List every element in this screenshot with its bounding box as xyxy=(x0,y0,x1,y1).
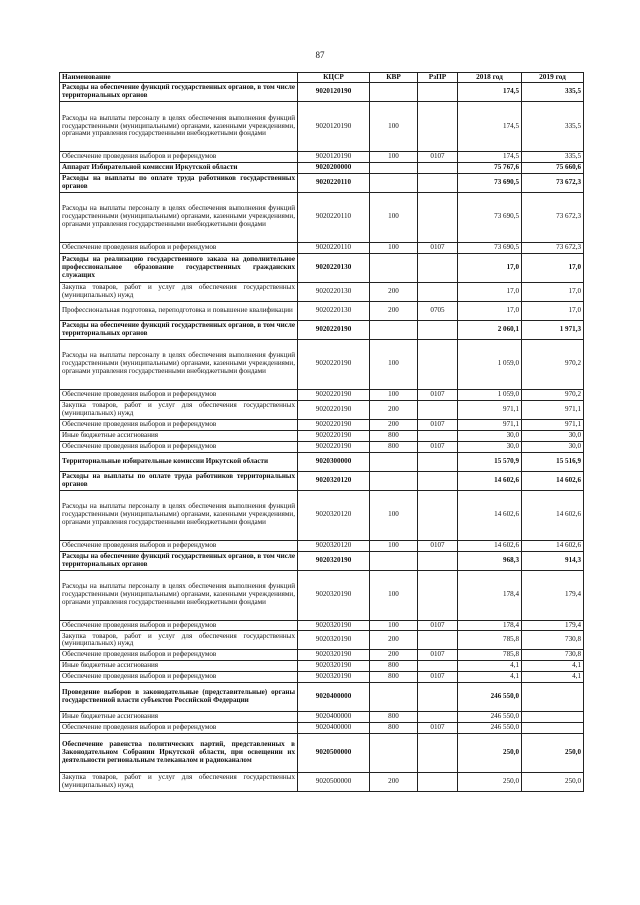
table-header-row xyxy=(60,73,584,83)
table-row xyxy=(60,419,584,430)
cell-kcsr: 9020400000 xyxy=(298,712,370,723)
cell-name: Обеспечение проведения выборов и референдумов xyxy=(60,620,298,631)
table-row xyxy=(60,320,584,339)
cell-kvr: 100 xyxy=(370,242,418,253)
cell-rzpr xyxy=(418,773,458,792)
cell-name: Профессиональная подготовка, переподготовка и повышение квалификации xyxy=(60,301,298,320)
cell-kcsr: 9020120190 xyxy=(298,152,370,163)
cell-rzpr: 0107 xyxy=(418,389,458,400)
cell-kcsr: 9020300000 xyxy=(298,452,370,471)
table-row xyxy=(60,683,584,712)
cell-kvr: 200 xyxy=(370,400,418,419)
cell-rzpr xyxy=(418,192,458,242)
cell-kvr: 100 xyxy=(370,152,418,163)
table-row xyxy=(60,282,584,301)
cell-2018: 30,0 xyxy=(458,430,522,441)
cell-rzpr xyxy=(418,102,458,152)
cell-2019: 17,0 xyxy=(522,253,584,282)
table-row xyxy=(60,400,584,419)
cell-2019: 335,5 xyxy=(522,83,584,102)
table-row xyxy=(60,253,584,282)
cell-2018: 250,0 xyxy=(458,734,522,773)
cell-kcsr: 9020320120 xyxy=(298,540,370,551)
column-header-2018: 2018 год xyxy=(458,73,522,83)
cell-kvr: 800 xyxy=(370,661,418,672)
cell-name: Закупка товаров, работ и услуг для обеспечения государственных (муниципальных) нужд xyxy=(60,631,298,650)
cell-rzpr xyxy=(418,683,458,712)
cell-2019: 914,3 xyxy=(522,551,584,570)
table-row xyxy=(60,650,584,661)
cell-kcsr: 9020220130 xyxy=(298,301,370,320)
cell-kvr: 800 xyxy=(370,723,418,734)
cell-rzpr xyxy=(418,712,458,723)
cell-2019: 335,5 xyxy=(522,102,584,152)
cell-kvr: 200 xyxy=(370,631,418,650)
cell-kcsr: 9020220130 xyxy=(298,253,370,282)
cell-kvr: 100 xyxy=(370,192,418,242)
page-number: 87 xyxy=(315,50,325,60)
cell-name: Закупка товаров, работ и услуг для обеспечения государственных (муниципальных) нужд xyxy=(60,282,298,301)
cell-name: Обеспечение проведения выборов и референдумов xyxy=(60,441,298,452)
cell-rzpr: 0107 xyxy=(418,650,458,661)
cell-name: Расходы на обеспечение функций государственных органов, в том числе территориальных органов xyxy=(60,551,298,570)
cell-kvr: 100 xyxy=(370,540,418,551)
cell-2019: 4,1 xyxy=(522,661,584,672)
cell-name: Расходы на выплаты по оплате труда работников территориальных органов xyxy=(60,471,298,490)
budget-table xyxy=(59,72,584,792)
cell-2018: 1 059,0 xyxy=(458,389,522,400)
cell-2019 xyxy=(522,712,584,723)
cell-kvr: 800 xyxy=(370,672,418,683)
cell-kcsr: 9020120190 xyxy=(298,102,370,152)
cell-kvr: 800 xyxy=(370,441,418,452)
cell-2018: 73 690,5 xyxy=(458,242,522,253)
cell-2019: 30,0 xyxy=(522,430,584,441)
cell-kvr xyxy=(370,683,418,712)
cell-kvr xyxy=(370,734,418,773)
cell-kcsr: 9020120190 xyxy=(298,83,370,102)
cell-kcsr: 9020320190 xyxy=(298,672,370,683)
cell-kcsr: 9020200000 xyxy=(298,162,370,173)
cell-rzpr: 0107 xyxy=(418,242,458,253)
cell-kvr: 200 xyxy=(370,419,418,430)
cell-name: Расходы на выплаты по оплате труда работников государственных органов xyxy=(60,173,298,192)
cell-2019: 30,0 xyxy=(522,441,584,452)
cell-name: Расходы на выплаты персоналу в целях обеспечения выполнения функций государственными (муниципальными) органами, казенными учреждениями, органами управления государственными внебюджетными фондами xyxy=(60,570,298,620)
cell-name: Обеспечение проведения выборов и референдумов xyxy=(60,540,298,551)
cell-name: Расходы на выплаты персоналу в целях обеспечения выполнения функций государственными (муниципальными) органами, казенными учреждениями, органами управления государственными внебюджетными фондами xyxy=(60,490,298,540)
cell-rzpr: 0107 xyxy=(418,152,458,163)
cell-2019: 250,0 xyxy=(522,734,584,773)
cell-kvr: 100 xyxy=(370,490,418,540)
cell-kcsr: 9020220130 xyxy=(298,282,370,301)
table-row xyxy=(60,551,584,570)
cell-kvr xyxy=(370,551,418,570)
cell-kvr: 200 xyxy=(370,301,418,320)
cell-kcsr: 9020320120 xyxy=(298,490,370,540)
cell-kcsr: 9020320190 xyxy=(298,620,370,631)
cell-kvr: 200 xyxy=(370,773,418,792)
cell-kvr: 200 xyxy=(370,650,418,661)
cell-name: Расходы на обеспечение функций государственных органов, в том числе территориальных органов xyxy=(60,320,298,339)
cell-kcsr: 9020220110 xyxy=(298,173,370,192)
cell-name: Иные бюджетные ассигнования xyxy=(60,661,298,672)
cell-rzpr xyxy=(418,282,458,301)
cell-2018: 178,4 xyxy=(458,620,522,631)
cell-2018: 174,5 xyxy=(458,152,522,163)
cell-2019: 73 672,3 xyxy=(522,192,584,242)
cell-2018: 968,3 xyxy=(458,551,522,570)
cell-rzpr xyxy=(418,320,458,339)
cell-2019: 730,8 xyxy=(522,650,584,661)
cell-kvr xyxy=(370,83,418,102)
table-row xyxy=(60,152,584,163)
cell-name: Расходы на выплаты персоналу в целях обеспечения выполнения функций государственными (муниципальными) органами, казенными учреждениями, органами управления государственными внебюджетными фондами xyxy=(60,192,298,242)
cell-name: Обеспечение проведения выборов и референдумов xyxy=(60,672,298,683)
column-header-name: Наименование xyxy=(60,73,298,83)
table-row xyxy=(60,734,584,773)
cell-kcsr: 9020400000 xyxy=(298,723,370,734)
cell-kcsr: 9020220190 xyxy=(298,419,370,430)
column-header-kcsr: КЦСР xyxy=(298,73,370,83)
cell-2019: 4,1 xyxy=(522,672,584,683)
cell-kvr: 100 xyxy=(370,570,418,620)
cell-kcsr: 9020320190 xyxy=(298,631,370,650)
cell-kcsr: 9020400000 xyxy=(298,683,370,712)
cell-kvr xyxy=(370,320,418,339)
cell-name: Проведение выборов в законодательные (представительные) органы государственной власти субъектов Российской Федерации xyxy=(60,683,298,712)
cell-2019: 970,2 xyxy=(522,389,584,400)
cell-name: Территориальные избирательные комиссии Иркутской области xyxy=(60,452,298,471)
cell-name: Обеспечение проведения выборов и референдумов xyxy=(60,650,298,661)
table-row xyxy=(60,301,584,320)
table-row xyxy=(60,471,584,490)
cell-2018: 971,1 xyxy=(458,419,522,430)
table-row xyxy=(60,192,584,242)
table-row xyxy=(60,339,584,389)
cell-2018: 30,0 xyxy=(458,441,522,452)
cell-rzpr xyxy=(418,661,458,672)
cell-2018: 785,8 xyxy=(458,650,522,661)
table-row xyxy=(60,173,584,192)
cell-2019: 970,2 xyxy=(522,339,584,389)
cell-kcsr: 9020500000 xyxy=(298,773,370,792)
cell-kcsr: 9020220190 xyxy=(298,441,370,452)
table-row xyxy=(60,389,584,400)
table-row xyxy=(60,672,584,683)
cell-rzpr xyxy=(418,490,458,540)
cell-rzpr: 0705 xyxy=(418,301,458,320)
cell-kcsr: 9020320190 xyxy=(298,661,370,672)
cell-2018: 14 602,6 xyxy=(458,490,522,540)
cell-2019: 14 602,6 xyxy=(522,540,584,551)
column-header-2019: 2019 год xyxy=(522,73,584,83)
cell-2018: 17,0 xyxy=(458,301,522,320)
cell-kvr: 100 xyxy=(370,620,418,631)
cell-name: Расходы на обеспечение функций государственных органов, в том числе территориальных органов xyxy=(60,83,298,102)
cell-2018: 4,1 xyxy=(458,661,522,672)
cell-rzpr xyxy=(418,471,458,490)
cell-2019: 179,4 xyxy=(522,570,584,620)
cell-2018: 2 060,1 xyxy=(458,320,522,339)
cell-2018: 174,5 xyxy=(458,83,522,102)
cell-name: Расходы на выплаты персоналу в целях обеспечения выполнения функций государственными (муниципальными) органами, казенными учреждениями, органами управления государственными внебюджетными фондами xyxy=(60,102,298,152)
table-row xyxy=(60,490,584,540)
table-row xyxy=(60,441,584,452)
cell-rzpr: 0107 xyxy=(418,723,458,734)
cell-rzpr xyxy=(418,253,458,282)
table-row xyxy=(60,712,584,723)
cell-2019: 17,0 xyxy=(522,282,584,301)
cell-name: Обеспечение проведения выборов и референдумов xyxy=(60,242,298,253)
cell-name: Обеспечение проведения выборов и референдумов xyxy=(60,723,298,734)
cell-kcsr: 9020320120 xyxy=(298,471,370,490)
cell-2019: 73 672,3 xyxy=(522,173,584,192)
cell-rzpr: 0107 xyxy=(418,540,458,551)
cell-name: Расходы на реализацию государственного заказа на дополнительное профессиональное образование государственных гражданских служащих xyxy=(60,253,298,282)
cell-2019: 335,5 xyxy=(522,152,584,163)
cell-kcsr: 9020320190 xyxy=(298,551,370,570)
cell-rzpr xyxy=(418,734,458,773)
cell-kvr xyxy=(370,452,418,471)
cell-name: Обеспечение проведения выборов и референдумов xyxy=(60,152,298,163)
table-row xyxy=(60,162,584,173)
cell-2018: 17,0 xyxy=(458,282,522,301)
cell-2019: 15 516,9 xyxy=(522,452,584,471)
cell-2018: 174,5 xyxy=(458,102,522,152)
cell-kcsr: 9020220190 xyxy=(298,400,370,419)
table-body xyxy=(60,83,584,792)
cell-2018: 785,8 xyxy=(458,631,522,650)
cell-kcsr: 9020320190 xyxy=(298,570,370,620)
cell-rzpr xyxy=(418,551,458,570)
cell-2018: 73 690,5 xyxy=(458,192,522,242)
cell-rzpr xyxy=(418,430,458,441)
cell-2019: 73 672,3 xyxy=(522,242,584,253)
cell-2019: 17,0 xyxy=(522,301,584,320)
column-header-kvr: КВР xyxy=(370,73,418,83)
column-header-rzpr: РзПР xyxy=(418,73,458,83)
table-row xyxy=(60,540,584,551)
cell-kcsr: 9020320190 xyxy=(298,650,370,661)
cell-kcsr: 9020500000 xyxy=(298,734,370,773)
cell-2018: 75 767,6 xyxy=(458,162,522,173)
cell-name: Аппарат Избирательной комиссии Иркутской области xyxy=(60,162,298,173)
table-row xyxy=(60,102,584,152)
cell-kvr xyxy=(370,253,418,282)
cell-2019 xyxy=(522,723,584,734)
cell-kvr: 200 xyxy=(370,282,418,301)
cell-2019: 250,0 xyxy=(522,773,584,792)
cell-kcsr: 9020220190 xyxy=(298,389,370,400)
cell-kcsr: 9020220110 xyxy=(298,242,370,253)
cell-kcsr: 9020220190 xyxy=(298,339,370,389)
cell-kcsr: 9020220190 xyxy=(298,430,370,441)
cell-rzpr xyxy=(418,400,458,419)
cell-2018: 250,0 xyxy=(458,773,522,792)
cell-2019: 179,4 xyxy=(522,620,584,631)
cell-name: Иные бюджетные ассигнования xyxy=(60,712,298,723)
cell-2019: 75 660,6 xyxy=(522,162,584,173)
cell-rzpr xyxy=(418,452,458,471)
cell-name: Обеспечение проведения выборов и референдумов xyxy=(60,419,298,430)
cell-name: Закупка товаров, работ и услуг для обеспечения государственных (муниципальных) нужд xyxy=(60,400,298,419)
cell-kvr: 800 xyxy=(370,712,418,723)
cell-name: Обеспечение равенства политических партий, представленных в Законодательном Собрании Иркутской области, при освещении их деятельности региональным телеканалом и радиоканалом xyxy=(60,734,298,773)
cell-rzpr xyxy=(418,570,458,620)
cell-name: Закупка товаров, работ и услуг для обеспечения государственных (муниципальных) нужд xyxy=(60,773,298,792)
cell-rzpr xyxy=(418,83,458,102)
table-row xyxy=(60,661,584,672)
cell-2019: 14 602,6 xyxy=(522,471,584,490)
table-row xyxy=(60,452,584,471)
cell-2018: 1 059,0 xyxy=(458,339,522,389)
table-row xyxy=(60,570,584,620)
cell-2019: 730,8 xyxy=(522,631,584,650)
cell-kvr: 800 xyxy=(370,430,418,441)
cell-2018: 14 602,6 xyxy=(458,540,522,551)
cell-2019: 971,1 xyxy=(522,419,584,430)
table-row xyxy=(60,620,584,631)
cell-2018: 73 690,5 xyxy=(458,173,522,192)
table-row xyxy=(60,430,584,441)
table-row xyxy=(60,83,584,102)
table-row xyxy=(60,773,584,792)
cell-2019: 14 602,6 xyxy=(522,490,584,540)
cell-2018: 971,1 xyxy=(458,400,522,419)
cell-kcsr: 9020220110 xyxy=(298,192,370,242)
table-row xyxy=(60,723,584,734)
cell-kvr: 100 xyxy=(370,389,418,400)
cell-2018: 14 602,6 xyxy=(458,471,522,490)
cell-rzpr: 0107 xyxy=(418,419,458,430)
cell-rzpr xyxy=(418,631,458,650)
cell-2018: 246 550,0 xyxy=(458,723,522,734)
cell-2018: 17,0 xyxy=(458,253,522,282)
cell-kvr xyxy=(370,173,418,192)
cell-rzpr xyxy=(418,339,458,389)
table-row xyxy=(60,242,584,253)
cell-kcsr: 9020220190 xyxy=(298,320,370,339)
cell-2019 xyxy=(522,683,584,712)
cell-rzpr xyxy=(418,173,458,192)
cell-2018: 178,4 xyxy=(458,570,522,620)
cell-2019: 1 971,3 xyxy=(522,320,584,339)
cell-kvr: 100 xyxy=(370,339,418,389)
cell-rzpr: 0107 xyxy=(418,620,458,631)
cell-kvr: 100 xyxy=(370,102,418,152)
cell-name: Иные бюджетные ассигнования xyxy=(60,430,298,441)
cell-name: Обеспечение проведения выборов и референдумов xyxy=(60,389,298,400)
cell-2018: 246 550,0 xyxy=(458,712,522,723)
cell-2018: 4,1 xyxy=(458,672,522,683)
cell-name: Расходы на выплаты персоналу в целях обеспечения выполнения функций государственными (муниципальными) органами, казенными учреждениями, органами управления государственными внебюджетными фондами xyxy=(60,339,298,389)
cell-kvr xyxy=(370,471,418,490)
cell-rzpr: 0107 xyxy=(418,672,458,683)
cell-rzpr xyxy=(418,162,458,173)
cell-2018: 15 570,9 xyxy=(458,452,522,471)
cell-2018: 246 550,0 xyxy=(458,683,522,712)
cell-2019: 971,1 xyxy=(522,400,584,419)
table-row xyxy=(60,631,584,650)
cell-rzpr: 0107 xyxy=(418,441,458,452)
cell-kvr xyxy=(370,162,418,173)
